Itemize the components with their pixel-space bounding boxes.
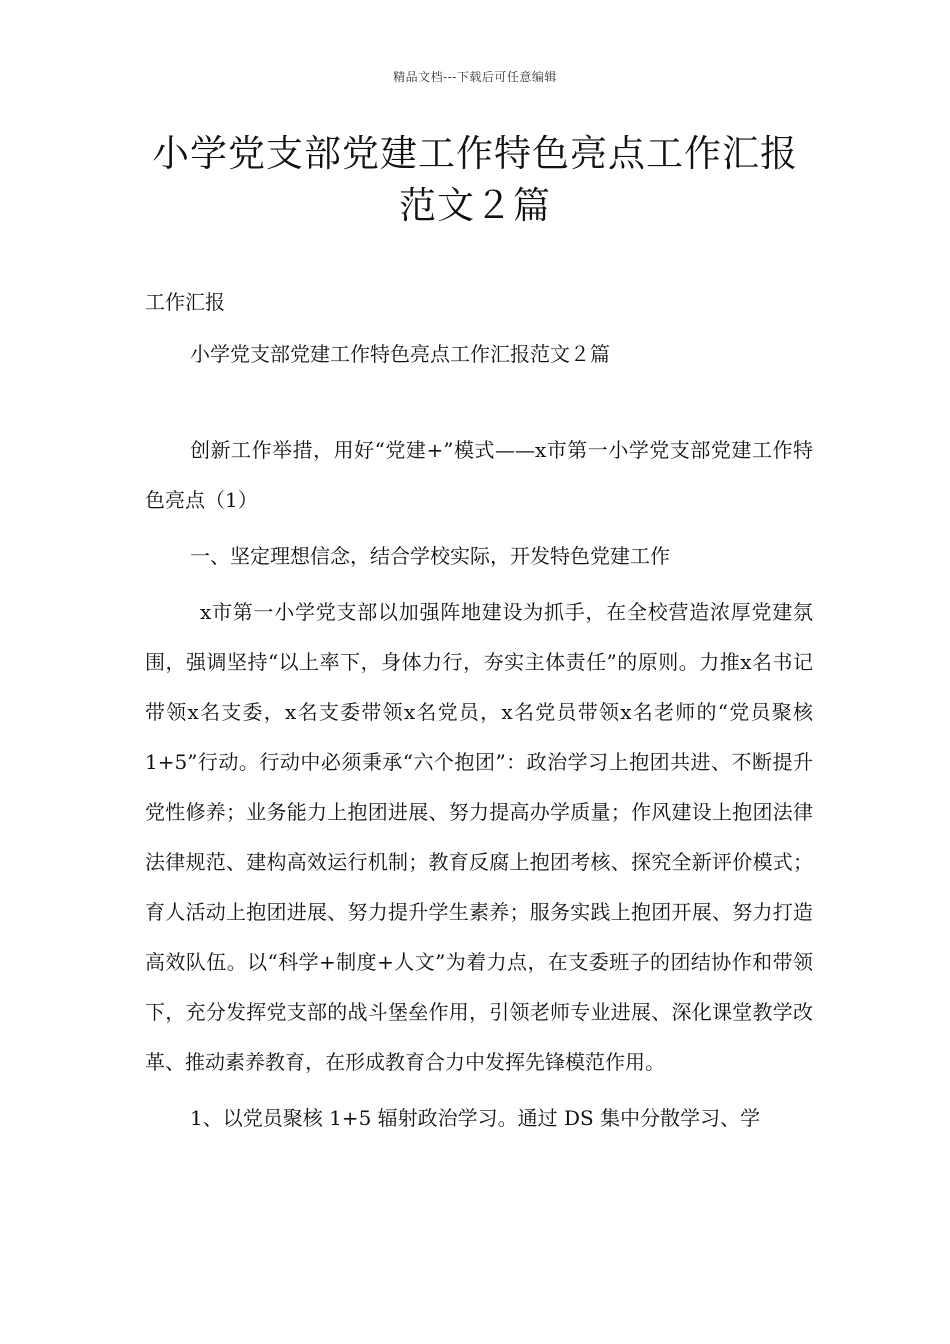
paragraph-4: 1、以党员聚核 1+5 辐射政治学习。通过 DS 集中分散学习、学 (190, 1106, 761, 1130)
title-line-1: 小学党支部党建工作特色亮点工作汇报 (152, 132, 798, 175)
paragraph-2: 一、坚定理想信念，结合学校实际，开发特色党建工作 (190, 544, 670, 568)
document-title (120, 128, 830, 232)
document-body (145, 283, 813, 1149)
category-label: 工作汇报 (145, 290, 225, 314)
title-line-2: 范文２篇 (399, 184, 551, 227)
subtitle: 小学党支部党建工作特色亮点工作汇报范文２篇 (190, 342, 610, 366)
header-note: 精品文档---下载后可任意编辑 (393, 70, 557, 84)
paragraph-3: x市第一小学党支部以加强阵地建设为抓手，在全校营造浓厚党建氛围，强调坚持“以上率下，身体力行，夯实主体责任”的原则。力推x名书记带领x名支委，x名支委带领x名党员，x名党员带领x名老师的“党员聚核 1+5”行动。行动中必须秉承“六个抱团”：政治学习上抱团共进、不断提升党性修养；业务能力上抱团进展、努力提高办学质量；作风建设上抱团法律法律规范、建构高效运行机制；教育反腐上抱团考核、探究全新评价模式；育人活动上抱团进展、努力提升学生素养；服务实践上抱团开展、努力打造高效队伍。以“科学+制度+人文”为着力点，在支委班子的团结协作和带领下，充分发挥党支部的战斗堡垒作用，引领老师专业进展、深化课堂教学改革、推动素养教育，在形成教育合力中发挥先锋模范作用。 (145, 600, 813, 1074)
paragraph-1: 创新工作举措，用好“党建+”模式——x市第一小学党支部党建工作特色亮点（1） (145, 438, 813, 512)
